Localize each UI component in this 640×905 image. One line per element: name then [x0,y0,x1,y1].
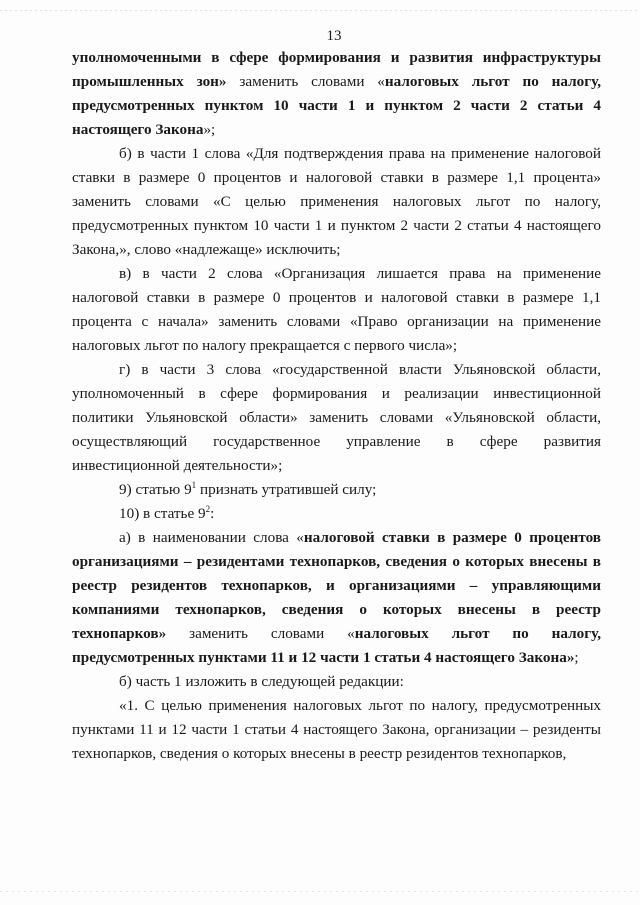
text-segment: 9) статью 9 [119,481,192,498]
paragraph [72,478,601,502]
text-segment: заменить словами « [166,625,355,642]
paragraph [72,526,601,670]
text-segment: 10) в статье 9 [119,505,206,522]
text-segment: б) в части 1 слова «Для подтверждения права на применение налоговой ставки в размере 0 процентов и налоговой ставки в размере 1,1 процента» заменить словами «С целью применения налоговых льгот по налогу, предусмотренных пунктом 10 части 1 и пунктом 2 части 2 статьи 4 настоящего Закона,», слово «надлежаще» исключить; [72,145,601,258]
paragraph [72,46,601,142]
paragraph [72,694,601,766]
text-segment: ; [574,649,579,666]
bold-text: налоговых льгот по налогу, предусмотренных пунктом 10 части 1 и пунктом 2 части 2 статьи 4 настоящего Закона [72,73,602,138]
paragraph [72,262,601,358]
text-segment: г) в части 3 слова «государственной власти Ульяновской области, уполномоченный в сфере формирования и реализации инвестиционной политики Ульяновской области» заменить словами «Ульяновской области, осуществляющий государственное управление в сфере развития инвестиционной деятельности»; [72,361,601,474]
text-segment: а) в наименовании слова « [119,529,304,546]
paragraph [72,142,601,262]
text-segment: «1. С целью применения налоговых льгот по налогу, предусмотренных пунктами 11 и 12 части 1 статьи 4 настоящего Закона, организации – резиденты технопарков, сведения о которых внесены в реестр резидентов технопарков, [72,697,601,762]
text-segment: : [210,505,215,522]
text-segment: в) в части 2 слова «Организация лишается права на применение налоговой ставки в размере 0 процентов и налоговой ставки в размере 1,1 процента с начала» заменить словами «Право организации на применение налоговых льгот по налогу прекращается с первого числа»; [72,265,601,354]
text-segment: »; [203,121,216,138]
superscript-text: 2 [205,504,211,514]
text-segment: признать утратившей силу; [196,481,377,498]
bold-text: уполномоченными в сфере формирования и развития инфраструктуры промышленных зон» [72,49,601,90]
bold-text: налоговой ставки в размере 0 процентов организациями – резидентами технопарков, сведения о которых внесены в реестр резидентов технопарков, и организациями – управляющими компаниями технопарков, сведения о которых внесены в реестр технопарков» [72,529,601,642]
scan-edge-bottom [0,891,640,892]
text-segment: б) часть 1 изложить в следующей редакции: [119,673,404,690]
page-number: 13 [326,28,342,44]
paragraph [72,502,601,526]
superscript-text: 1 [191,480,197,490]
paragraph [72,358,601,478]
scan-edge-top [0,10,640,11]
text-segment: заменить словами « [226,73,385,90]
bold-text: налоговых льгот по налогу, предусмотренных пунктами 11 и 12 части 1 статьи 4 настоящего Закона» [72,625,602,666]
paragraph [72,670,601,694]
document-body [72,46,601,766]
